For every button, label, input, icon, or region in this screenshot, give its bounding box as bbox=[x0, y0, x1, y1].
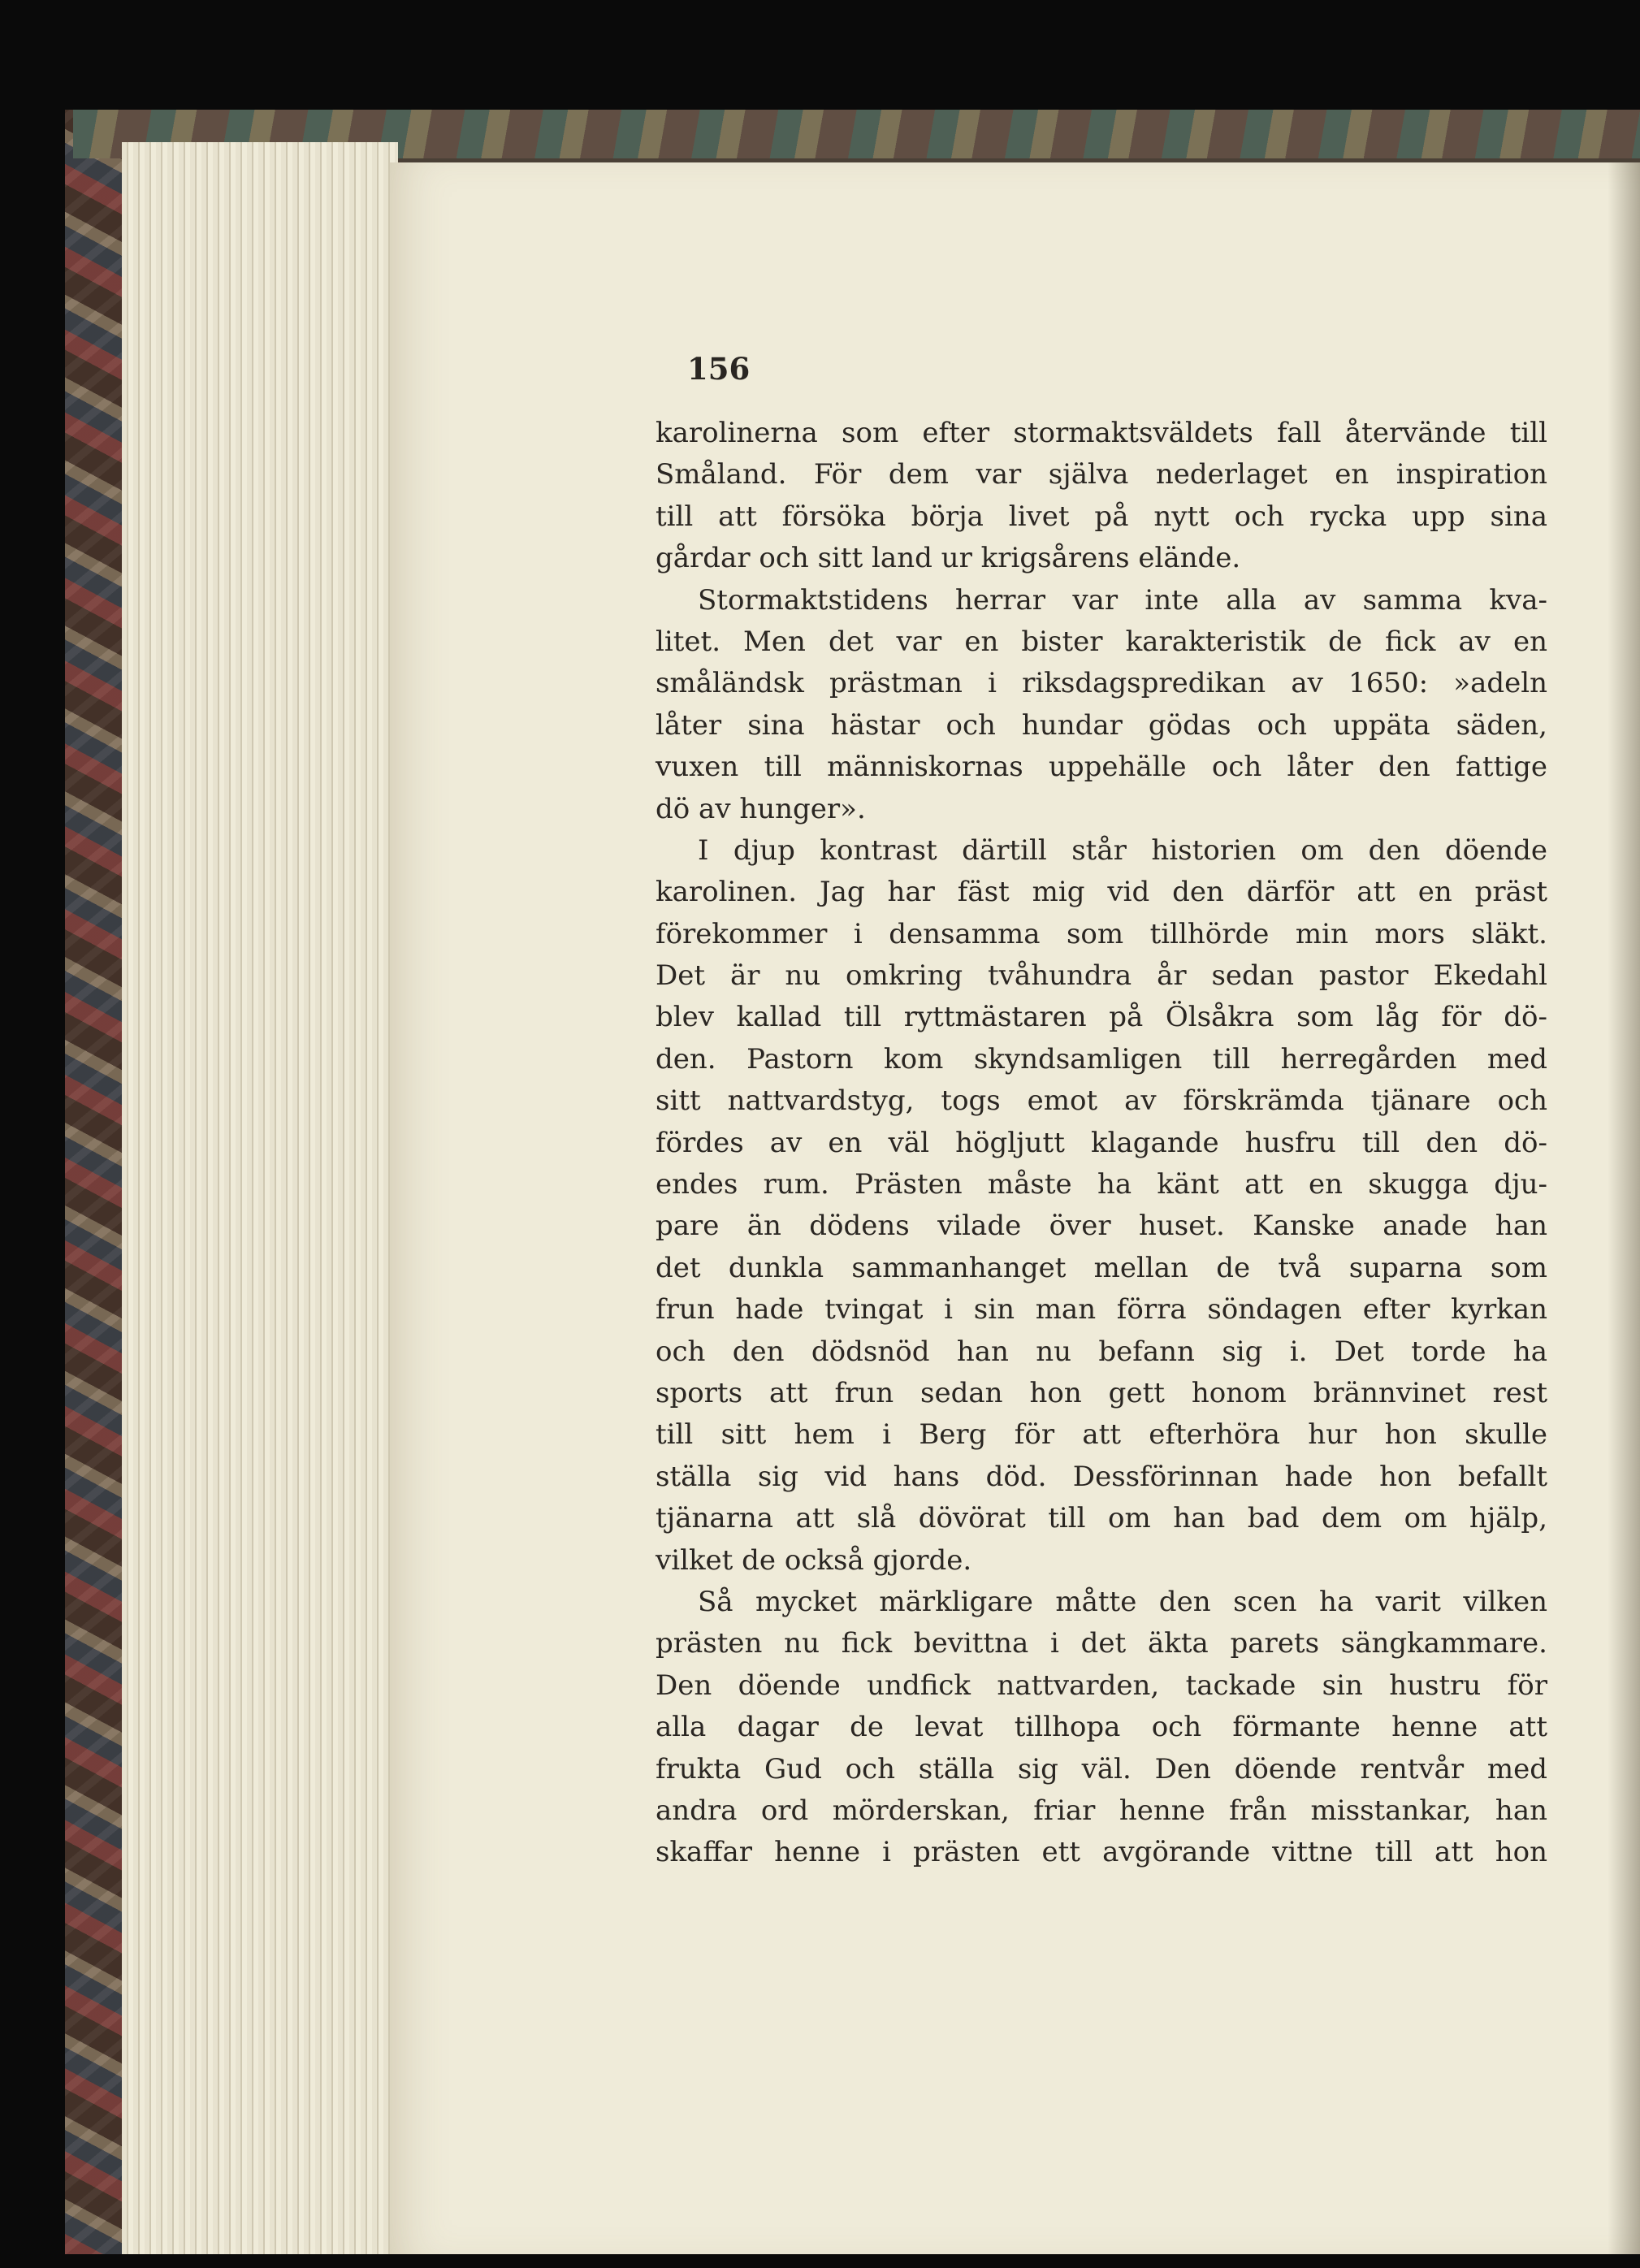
page-number: 156 bbox=[687, 351, 751, 387]
text-line: Stormaktstidens herrar var inte alla av samma kva- bbox=[698, 583, 1547, 617]
body-text bbox=[656, 413, 1547, 1874]
text-line: pare än dödens vilade över huset. Kanske anade han bbox=[656, 1210, 1547, 1243]
text-line: Det är nu omkring tvåhundra år sedan pastor Ekedahl bbox=[656, 959, 1547, 993]
text-line: karolinerna som efter stormaktsväldets fall återvände till bbox=[656, 417, 1547, 449]
text-line: andra ord mörderskan, friar henne från misstankar, han bbox=[656, 1794, 1547, 1827]
text-line: sports att frun sedan hon gett honom brännvinet rest bbox=[656, 1376, 1547, 1409]
text-line: Den döende undfick nattvarden, tackade sin hustru för bbox=[656, 1669, 1547, 1702]
text-line: karolinen. Jag har fäst mig vid den därför att en präst bbox=[656, 876, 1547, 909]
text-line: gårdar och sitt land ur krigsårens elände. bbox=[656, 542, 1241, 575]
text-line: den. Pastorn kom skyndsamligen till herregården med bbox=[656, 1042, 1547, 1076]
text-line: till att försöka börja livet på nytt och rycka upp sina bbox=[656, 500, 1547, 533]
text-line: till sitt hem i Berg för att efterhöra hur hon skulle bbox=[656, 1418, 1547, 1452]
text-line: och den dödsnöd han nu befann sig i. Det torde ha bbox=[656, 1335, 1547, 1368]
text-line: litet. Men det var en bister karakteristik de fick av en bbox=[656, 625, 1547, 658]
text-line: fördes av en väl högljutt klagande husfru till den dö- bbox=[656, 1126, 1547, 1159]
text-line: vilket de också gjorde. bbox=[656, 1543, 972, 1577]
text-line: I djup kontrast därtill står historien om den döende bbox=[698, 833, 1547, 867]
text-line: endes rum. Prästen måste ha känt att en skugga dju- bbox=[656, 1168, 1547, 1201]
text-line: alla dagar de levat tillhopa och förmante henne att bbox=[656, 1711, 1547, 1744]
text-line: Så mycket märkligare måtte den scen ha varit vilken bbox=[698, 1585, 1547, 1618]
text-line: skaffar henne i prästen ett avgörande vittne till att hon bbox=[656, 1836, 1547, 1869]
text-line: blev kallad till ryttmästaren på Ölsåkra som låg för dö- bbox=[656, 1001, 1547, 1034]
text-line: tjänarna att slå dövörat till om han bad dem om hjälp, bbox=[656, 1502, 1547, 1535]
text-line: vuxen till människornas uppehälle och låter den fattige bbox=[656, 751, 1547, 784]
text-line: förekommer i densamma som tillhörde min mors släkt. bbox=[656, 917, 1547, 950]
text-line: prästen nu fick bevittna i det äkta parets sängkammare. bbox=[656, 1627, 1547, 1660]
text-line: sitt nattvardstyg, togs emot av förskrämda tjänare och bbox=[656, 1084, 1547, 1118]
text-line: frun hade tvingat i sin man förra söndagen efter kyrkan bbox=[656, 1293, 1547, 1327]
text-line: ställa sig vid hans död. Dessförinnan hade hon befallt bbox=[656, 1460, 1547, 1493]
text-line: dö av hunger». bbox=[656, 792, 866, 825]
text-line: småländsk prästman i riksdagspredikan av 1650: »adeln bbox=[656, 667, 1547, 700]
text-line: Småland. För dem var själva nederlaget en inspiration bbox=[656, 458, 1547, 491]
text-line: låter sina hästar och hundar gödas och uppäta säden, bbox=[656, 708, 1547, 742]
text-line: det dunkla sammanhanget mellan de två suparna som bbox=[656, 1251, 1547, 1284]
page-stack-edges bbox=[122, 142, 398, 2254]
text-line: frukta Gud och ställa sig väl. Den döende rentvår med bbox=[656, 1752, 1547, 1785]
page-gutter-shadow bbox=[1608, 162, 1640, 2254]
